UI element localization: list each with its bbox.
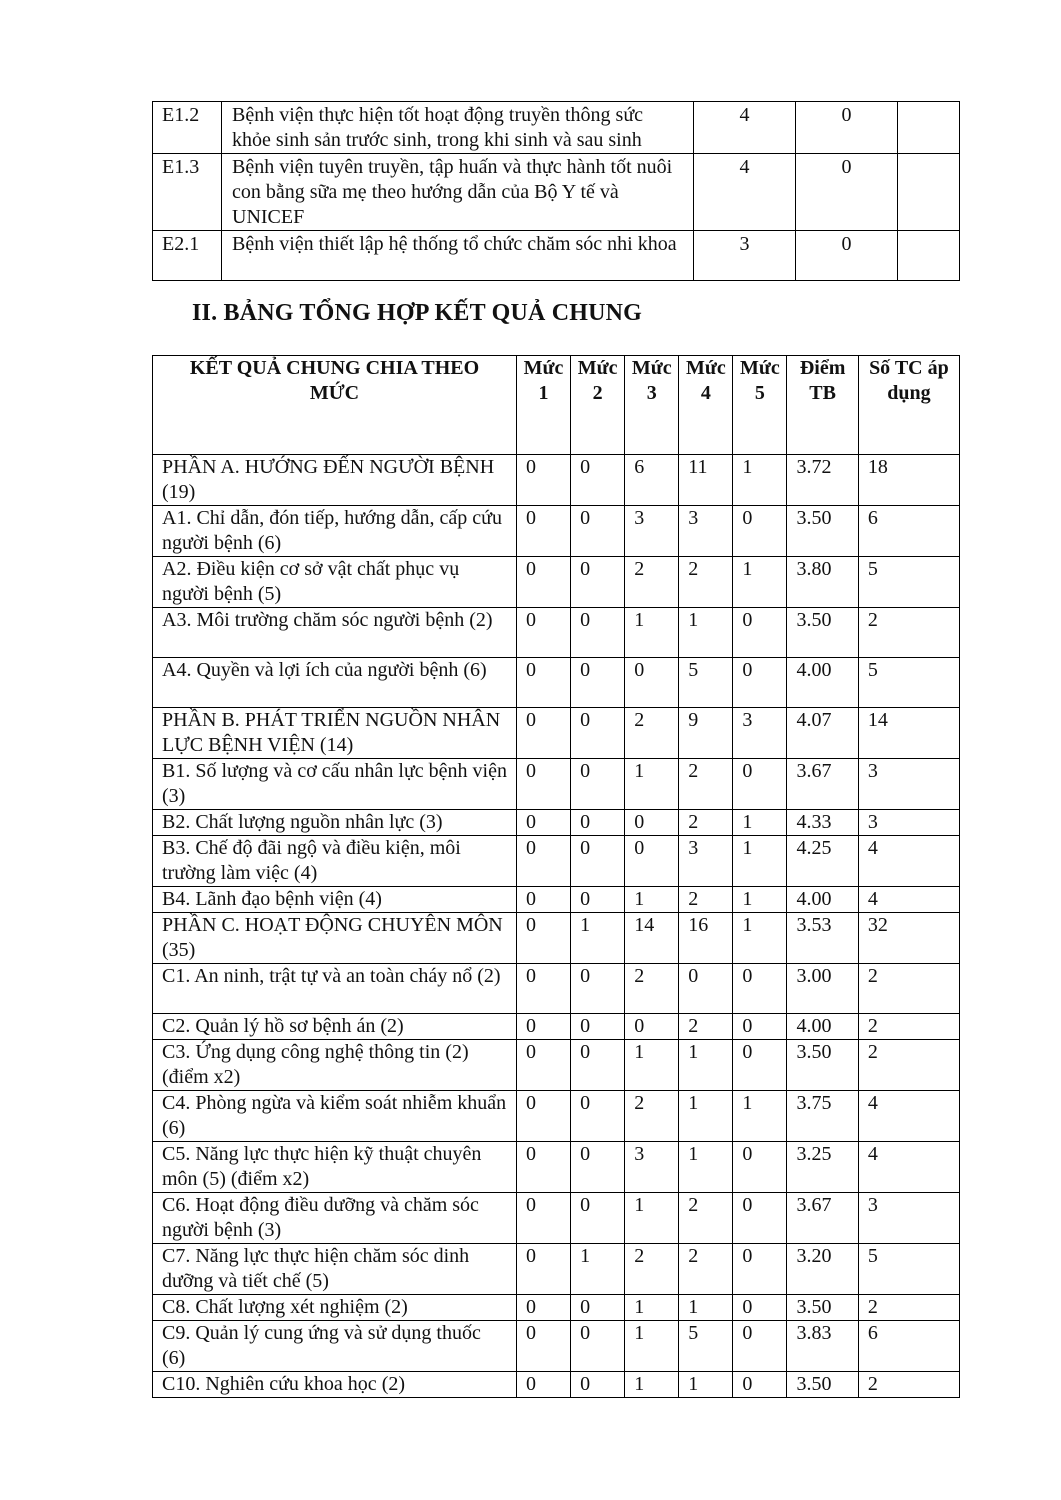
row-value: 0: [733, 1193, 787, 1244]
row-value: 0: [517, 913, 571, 964]
row-value: 0: [571, 887, 625, 913]
summary-row: [153, 1372, 960, 1398]
row-value: 0: [625, 810, 679, 836]
row-value: 0: [571, 557, 625, 608]
row-value: 0: [733, 964, 787, 1014]
row-value: 3.50: [787, 608, 858, 658]
row-value: 14: [858, 708, 959, 759]
row-value: 4.33: [787, 810, 858, 836]
row-value: 0: [733, 1321, 787, 1372]
summary-table-body: [153, 455, 960, 1398]
row-value: 0: [571, 1091, 625, 1142]
row-value: 1: [733, 887, 787, 913]
row-value: 0: [571, 1142, 625, 1193]
row-value: 2: [625, 557, 679, 608]
row-value: 4: [858, 1091, 959, 1142]
row-value: 0: [733, 1040, 787, 1091]
header-col-5: Mức 5: [733, 356, 787, 455]
criteria-description: Bệnh viện thiết lập hệ thống tổ chức chăm sóc nhi khoa: [222, 231, 694, 281]
row-value: 1: [733, 913, 787, 964]
row-value: 2: [679, 887, 733, 913]
row-value: 0: [733, 506, 787, 557]
criteria-value-2: 0: [796, 102, 898, 154]
row-value: 3.50: [787, 1295, 858, 1321]
row-value: 2: [625, 964, 679, 1014]
row-value: 0: [733, 608, 787, 658]
row-value: 1: [625, 887, 679, 913]
row-label: B4. Lãnh đạo bệnh viện (4): [153, 887, 517, 913]
criteria-row: [153, 102, 960, 154]
row-value: 5: [858, 658, 959, 708]
summary-row: [153, 506, 960, 557]
row-value: 1: [679, 1372, 733, 1398]
row-label: B1. Số lượng và cơ cấu nhân lực bệnh viện (3): [153, 759, 517, 810]
row-value: 0: [571, 506, 625, 557]
summary-row: [153, 759, 960, 810]
row-value: 0: [733, 1295, 787, 1321]
row-value: 2: [858, 1040, 959, 1091]
row-value: 11: [679, 455, 733, 506]
row-value: 0: [517, 1040, 571, 1091]
summary-row: [153, 1091, 960, 1142]
row-value: 4.00: [787, 887, 858, 913]
row-value: 2: [679, 759, 733, 810]
row-value: 5: [858, 1244, 959, 1295]
row-value: 32: [858, 913, 959, 964]
row-value: 0: [517, 1372, 571, 1398]
row-value: 1: [625, 1321, 679, 1372]
row-value: 3.50: [787, 506, 858, 557]
row-value: 3.50: [787, 1372, 858, 1398]
row-value: 4: [858, 1142, 959, 1193]
row-value: 4.00: [787, 1014, 858, 1040]
row-value: 1: [733, 455, 787, 506]
summary-row: [153, 1014, 960, 1040]
row-value: 0: [517, 887, 571, 913]
header-col-4: Mức 4: [679, 356, 733, 455]
row-value: 2: [679, 1014, 733, 1040]
row-value: 2: [858, 1295, 959, 1321]
criteria-value-1: 4: [694, 102, 796, 154]
criteria-value-1: 3: [694, 231, 796, 281]
row-value: 0: [517, 1295, 571, 1321]
summary-row: [153, 1193, 960, 1244]
criteria-value-3: [898, 102, 960, 154]
criteria-table: [152, 101, 960, 281]
row-value: 2: [625, 708, 679, 759]
criteria-value-2: 0: [796, 231, 898, 281]
row-value: 2: [858, 1372, 959, 1398]
row-value: 2: [858, 608, 959, 658]
row-value: 14: [625, 913, 679, 964]
row-value: 3.53: [787, 913, 858, 964]
row-value: 0: [517, 836, 571, 887]
row-value: 0: [571, 964, 625, 1014]
row-value: 0: [517, 455, 571, 506]
row-value: 0: [571, 608, 625, 658]
row-value: 0: [733, 1372, 787, 1398]
row-label: A2. Điều kiện cơ sở vật chất phục vụ người bệnh (5): [153, 557, 517, 608]
row-value: 4: [858, 836, 959, 887]
row-value: 1: [625, 1040, 679, 1091]
criteria-value-3: [898, 231, 960, 281]
summary-row: [153, 658, 960, 708]
row-value: 0: [517, 506, 571, 557]
row-label: B3. Chế độ đãi ngộ và điều kiện, môi trường làm việc (4): [153, 836, 517, 887]
row-value: 0: [625, 1014, 679, 1040]
summary-row: [153, 1321, 960, 1372]
summary-row: [153, 557, 960, 608]
criteria-value-3: [898, 154, 960, 231]
row-label: C9. Quản lý cung ứng và sử dụng thuốc (6): [153, 1321, 517, 1372]
row-label: PHẦN B. PHÁT TRIỂN NGUỒN NHÂN LỰC BỆNH VIỆN (14): [153, 708, 517, 759]
row-value: 2: [625, 1244, 679, 1295]
criteria-value-1: 4: [694, 154, 796, 231]
summary-table: [152, 355, 960, 1398]
criteria-row: [153, 231, 960, 281]
row-value: 0: [571, 708, 625, 759]
summary-header-row: [153, 356, 960, 455]
row-value: 1: [625, 1193, 679, 1244]
row-value: 3: [625, 506, 679, 557]
row-value: 0: [733, 1244, 787, 1295]
header-col-2: Mức 2: [571, 356, 625, 455]
row-label: C2. Quản lý hồ sơ bệnh án (2): [153, 1014, 517, 1040]
row-value: 3: [858, 759, 959, 810]
summary-row: [153, 1040, 960, 1091]
row-label: A3. Môi trường chăm sóc người bệnh (2): [153, 608, 517, 658]
row-label: A4. Quyền và lợi ích của người bệnh (6): [153, 658, 517, 708]
row-value: 0: [517, 810, 571, 836]
row-label: PHẦN C. HOẠT ĐỘNG CHUYÊN MÔN (35): [153, 913, 517, 964]
row-value: 1: [625, 1372, 679, 1398]
header-col-3: Mức 3: [625, 356, 679, 455]
summary-row: [153, 810, 960, 836]
row-label: PHẦN A. HƯỚNG ĐẾN NGƯỜI BỆNH (19): [153, 455, 517, 506]
row-value: 0: [733, 1142, 787, 1193]
row-value: 0: [571, 759, 625, 810]
row-value: 1: [679, 1295, 733, 1321]
row-value: 0: [571, 810, 625, 836]
row-value: 4.07: [787, 708, 858, 759]
row-value: 1: [625, 759, 679, 810]
row-label: A1. Chỉ dẫn, đón tiếp, hướng dẫn, cấp cứu người bệnh (6): [153, 506, 517, 557]
row-value: 1: [625, 1295, 679, 1321]
row-value: 1: [571, 913, 625, 964]
criteria-description: Bệnh viện tuyên truyền, tập huấn và thực hành tốt nuôi con bằng sữa mẹ theo hướng dẫn của Bộ Y tế và UNICEF: [222, 154, 694, 231]
header-category: KẾT QUẢ CHUNG CHIA THEO MỨC: [153, 356, 517, 455]
row-value: 1: [679, 1040, 733, 1091]
row-value: 3.20: [787, 1244, 858, 1295]
row-value: 0: [733, 658, 787, 708]
row-value: 5: [858, 557, 959, 608]
row-value: 0: [517, 1014, 571, 1040]
row-value: 0: [571, 1372, 625, 1398]
row-label: C1. An ninh, trật tự và an toàn cháy nổ (2): [153, 964, 517, 1014]
row-label: C3. Ứng dụng công nghệ thông tin (2) (điểm x2): [153, 1040, 517, 1091]
row-value: 4: [858, 887, 959, 913]
row-value: 1: [679, 608, 733, 658]
row-value: 0: [517, 759, 571, 810]
summary-row: [153, 708, 960, 759]
row-value: 1: [625, 608, 679, 658]
criteria-code: E2.1: [153, 231, 222, 281]
row-value: 0: [571, 658, 625, 708]
row-value: 0: [571, 1040, 625, 1091]
row-value: 0: [571, 1014, 625, 1040]
row-value: 2: [858, 964, 959, 1014]
row-value: 6: [858, 1321, 959, 1372]
header-col-7: Số TC áp dụng: [858, 356, 959, 455]
row-value: 3.83: [787, 1321, 858, 1372]
row-value: 6: [858, 506, 959, 557]
row-value: 3: [733, 708, 787, 759]
row-value: 6: [625, 455, 679, 506]
row-value: 0: [517, 1142, 571, 1193]
row-value: 4.25: [787, 836, 858, 887]
criteria-table-body: [153, 102, 960, 281]
row-value: 0: [571, 455, 625, 506]
row-value: 1: [733, 557, 787, 608]
row-value: 0: [517, 964, 571, 1014]
header-col-6: Điểm TB: [787, 356, 858, 455]
row-value: 3.67: [787, 759, 858, 810]
summary-row: [153, 887, 960, 913]
summary-row: [153, 1142, 960, 1193]
criteria-row: [153, 154, 960, 231]
row-value: 2: [679, 1244, 733, 1295]
row-value: 3.50: [787, 1040, 858, 1091]
row-value: 0: [625, 836, 679, 887]
row-label: C5. Năng lực thực hiện kỹ thuật chuyên môn (5) (điểm x2): [153, 1142, 517, 1193]
row-label: C4. Phòng ngừa và kiểm soát nhiễm khuẩn (6): [153, 1091, 517, 1142]
summary-row: [153, 964, 960, 1014]
row-value: 2: [625, 1091, 679, 1142]
row-value: 3: [679, 506, 733, 557]
row-value: 0: [517, 658, 571, 708]
row-value: 9: [679, 708, 733, 759]
row-label: B2. Chất lượng nguồn nhân lực (3): [153, 810, 517, 836]
header-col-1: Mức 1: [517, 356, 571, 455]
row-value: 3: [625, 1142, 679, 1193]
row-value: 0: [571, 836, 625, 887]
row-label: C7. Năng lực thực hiện chăm sóc dinh dưỡng và tiết chế (5): [153, 1244, 517, 1295]
criteria-description: Bệnh viện thực hiện tốt hoạt động truyền thông sức khỏe sinh sản trước sinh, trong khi sinh và sau sinh: [222, 102, 694, 154]
row-value: 1: [679, 1142, 733, 1193]
row-value: 3.67: [787, 1193, 858, 1244]
row-value: 0: [517, 557, 571, 608]
row-value: 0: [571, 1295, 625, 1321]
row-value: 18: [858, 455, 959, 506]
summary-row: [153, 1244, 960, 1295]
row-value: 0: [517, 1321, 571, 1372]
row-value: 3.75: [787, 1091, 858, 1142]
row-value: 0: [733, 759, 787, 810]
summary-row: [153, 455, 960, 506]
row-value: 5: [679, 658, 733, 708]
row-value: 4.00: [787, 658, 858, 708]
summary-row: [153, 836, 960, 887]
row-value: 3.00: [787, 964, 858, 1014]
row-value: 2: [858, 1014, 959, 1040]
summary-row: [153, 1295, 960, 1321]
row-value: 2: [679, 1193, 733, 1244]
row-value: 3: [679, 836, 733, 887]
row-value: 0: [571, 1321, 625, 1372]
criteria-value-2: 0: [796, 154, 898, 231]
row-value: 1: [733, 810, 787, 836]
row-value: 3.25: [787, 1142, 858, 1193]
row-label: C8. Chất lượng xét nghiệm (2): [153, 1295, 517, 1321]
row-value: 3: [858, 1193, 959, 1244]
row-value: 0: [733, 1014, 787, 1040]
row-value: 0: [517, 708, 571, 759]
row-value: 0: [625, 658, 679, 708]
row-value: 16: [679, 913, 733, 964]
summary-row: [153, 913, 960, 964]
row-value: 3.72: [787, 455, 858, 506]
row-value: 5: [679, 1321, 733, 1372]
row-value: 0: [571, 1193, 625, 1244]
row-value: 0: [517, 1091, 571, 1142]
row-value: 0: [679, 964, 733, 1014]
criteria-code: E1.2: [153, 102, 222, 154]
row-value: 1: [679, 1091, 733, 1142]
row-value: 3.80: [787, 557, 858, 608]
row-value: 1: [733, 1091, 787, 1142]
row-value: 3: [858, 810, 959, 836]
row-value: 2: [679, 810, 733, 836]
row-label: C6. Hoạt động điều dưỡng và chăm sóc người bệnh (3): [153, 1193, 517, 1244]
section-heading: II. BẢNG TỔNG HỢP KẾT QUẢ CHUNG: [192, 300, 643, 326]
row-value: 1: [733, 836, 787, 887]
row-value: 0: [517, 608, 571, 658]
row-value: 2: [679, 557, 733, 608]
row-value: 0: [517, 1244, 571, 1295]
row-label: C10. Nghiên cứu khoa học (2): [153, 1372, 517, 1398]
summary-row: [153, 608, 960, 658]
row-value: 1: [571, 1244, 625, 1295]
row-value: 0: [517, 1193, 571, 1244]
criteria-code: E1.3: [153, 154, 222, 231]
